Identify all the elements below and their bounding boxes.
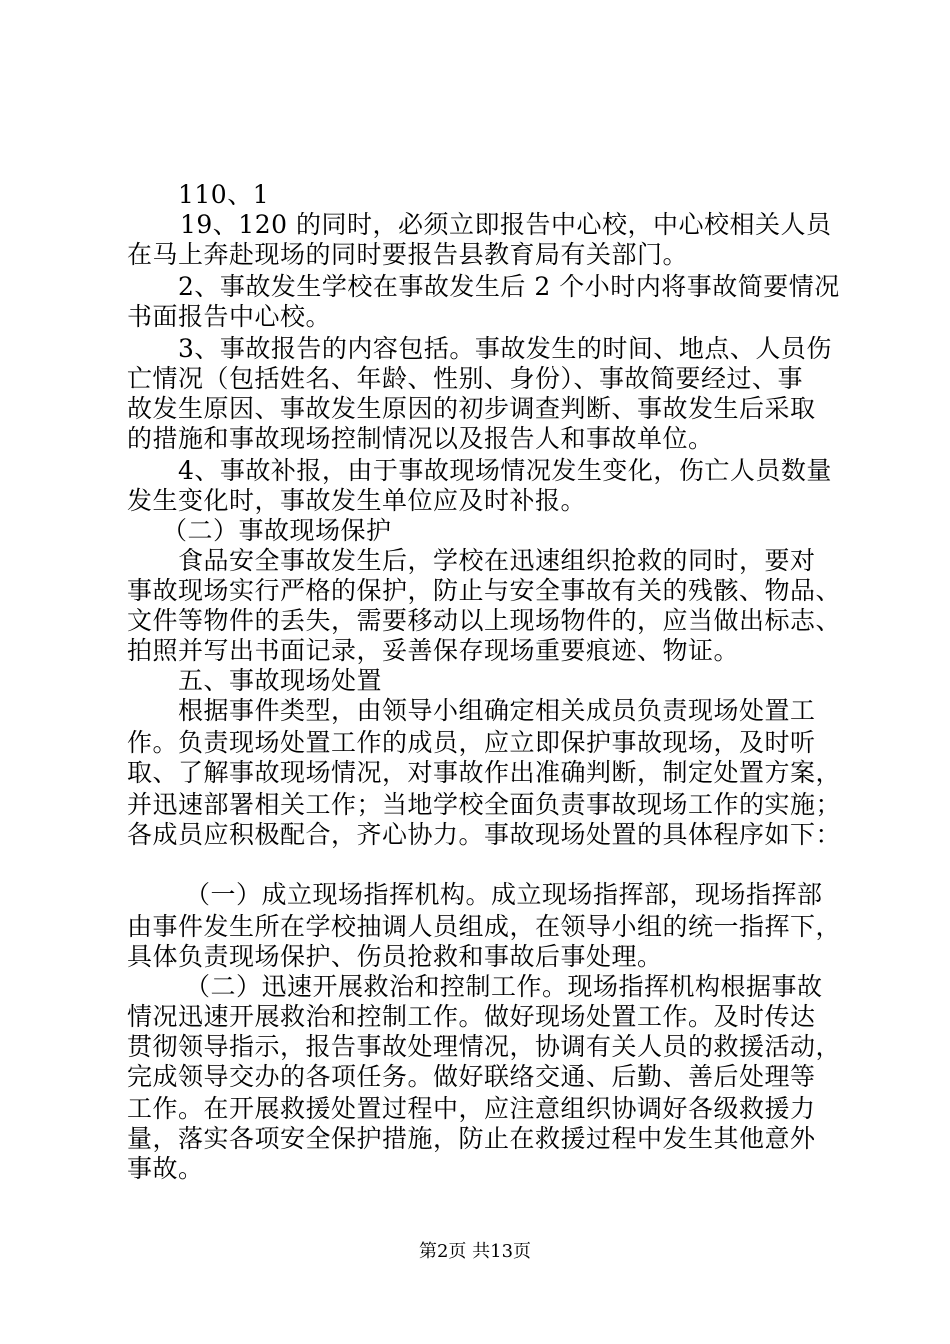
paragraph-line: 完成领导交办的各项任务。做好联络交通、后勤、善后处理等: [127, 1062, 816, 1091]
paragraph-line: 文件等物件的丢失，需要移动以上现场物件的，应当做出标志、: [127, 606, 842, 635]
paragraph-line: 4、事故补报，由于事故现场情况发生变化，伤亡人员数量: [178, 456, 832, 485]
paragraph-line: 情况迅速开展救治和控制工作。做好现场处置工作。及时传达: [127, 1002, 816, 1031]
paragraph-line: 19、120 的同时，必须立即报告中心校，中心校相关人员: [180, 210, 832, 239]
paragraph-line: 书面报告中心校。: [127, 302, 332, 331]
paragraph-line: 的措施和事故现场控制情况以及报告人和事故单位。: [127, 424, 714, 453]
page-footer: 第2页 共13页: [418, 1241, 532, 1262]
paragraph-line: 事故现场实行严格的保护，防止与安全事故有关的残骸、物品、: [127, 576, 842, 605]
paragraph-line: 在马上奔赴现场的同时要报告县教育局有关部门。: [127, 240, 689, 269]
paragraph-line: 事故。: [127, 1154, 204, 1183]
paragraph-line: 取、了解事故现场情况，对事故作出准确判断，制定处置方案，: [127, 758, 842, 787]
paragraph-line: 各成员应积极配合，齐心协力。事故现场处置的具体程序如下：: [127, 820, 842, 849]
paragraph-line: （一）成立现场指挥机构。成立现场指挥部，现场指挥部: [185, 880, 823, 909]
paragraph-line: 具体负责现场保护、伤员抢救和事故后事处理。: [127, 942, 663, 971]
paragraph-line: 110、1: [178, 180, 270, 209]
paragraph-line: 根据事件类型，由领导小组确定相关成员负责现场处置工: [178, 696, 816, 725]
paragraph-line: 工作。在开展救援处置过程中，应注意组织协调好各级救援力: [127, 1094, 816, 1123]
paragraph-line: 并迅速部署相关工作；当地学校全面负责事故现场工作的实施；: [127, 790, 842, 819]
paragraph-line: 故发生原因、事故发生原因的初步调查判断、事故发生后采取: [127, 394, 816, 423]
paragraph-line: 由事件发生所在学校抽调人员组成，在领导小组的统一指挥下，: [127, 912, 842, 941]
paragraph-line: 拍照并写出书面记录，妥善保存现场重要痕迹、物证。: [127, 636, 740, 665]
paragraph-line: 发生变化时，事故发生单位应及时补报。: [127, 486, 587, 515]
paragraph-line: 3、事故报告的内容包括。事故发生的时间、地点、人员伤: [178, 334, 832, 363]
paragraph-line: 量，落实各项安全保护措施，防止在救援过程中发生其他意外: [127, 1124, 816, 1153]
paragraph-line: 贯彻领导指示，报告事故处理情况，协调有关人员的救援活动，: [127, 1032, 842, 1061]
paragraph-line: 作。负责现场处置工作的成员，应立即保护事故现场，及时听: [127, 728, 816, 757]
paragraph-line: 亡情况（包括姓名、年龄、性别、身份）、事故简要经过、事: [127, 364, 804, 393]
paragraph-line: 食品安全事故发生后，学校在迅速组织抢救的同时，要对: [178, 546, 816, 575]
paragraph-line: （二）迅速开展救治和控制工作。现场指挥机构根据事故: [185, 972, 823, 1001]
section-heading: 五、事故现场处置: [178, 666, 383, 695]
paragraph-line: 2、事故发生学校在事故发生后 2 个小时内将事故简要情况: [178, 272, 840, 301]
section-heading: （二）事故现场保护: [162, 516, 392, 545]
